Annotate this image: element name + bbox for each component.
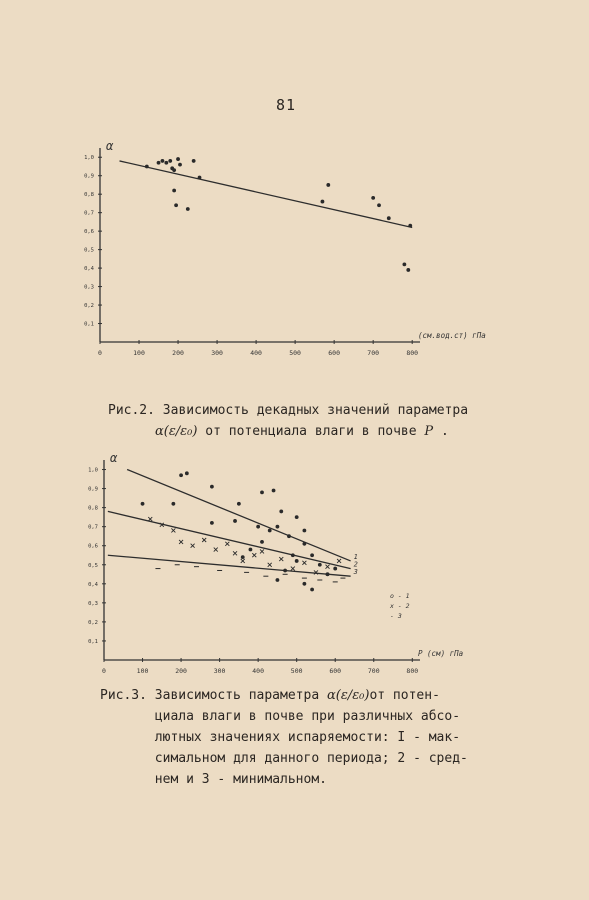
data-point	[164, 161, 168, 165]
x-tick-label: 700	[367, 349, 380, 357]
data-point-stroke	[225, 542, 229, 546]
y-tick-label: 0,4	[88, 581, 98, 588]
page-number: 81	[276, 96, 297, 114]
fig2-caption-symbol: P	[424, 424, 434, 439]
fig3-caption-line1b: от потен-	[369, 688, 440, 703]
y-tick-label: 0,8	[84, 192, 94, 199]
x-tick-label: 200	[172, 349, 184, 357]
data-point	[276, 525, 280, 529]
data-point-stroke	[202, 538, 206, 542]
x-tick-label: 300	[211, 349, 223, 357]
data-point	[171, 502, 175, 506]
data-point	[406, 268, 410, 272]
data-point	[321, 200, 325, 204]
data-point	[168, 159, 172, 163]
x-tick-label: 300	[213, 667, 226, 675]
data-point-stroke	[225, 542, 229, 546]
x-tick-label: 100	[133, 349, 145, 357]
fig3-caption-formula: α(ε/ε₀)	[326, 688, 370, 703]
data-point	[326, 183, 330, 187]
x-tick-label: 100	[136, 667, 149, 675]
data-point	[310, 588, 314, 592]
data-point	[249, 548, 253, 552]
data-point-stroke	[302, 561, 306, 565]
data-point-stroke	[314, 570, 318, 574]
data-point	[276, 578, 280, 582]
data-point	[402, 263, 406, 267]
data-point	[371, 196, 375, 200]
data-point	[179, 473, 183, 477]
y-tick-label: 0,5	[84, 247, 94, 254]
x-tick-label: 700	[367, 667, 380, 675]
y-axis-label: α	[110, 451, 118, 465]
x-tick-label: 0	[102, 667, 106, 675]
data-point	[160, 523, 164, 527]
x-tick-label: 800	[406, 667, 419, 675]
y-tick-label: 0,5	[88, 562, 98, 569]
data-point	[310, 553, 314, 557]
data-point	[260, 549, 264, 553]
data-point-stroke	[241, 559, 245, 563]
x-tick-label: 500	[290, 667, 303, 675]
data-point	[287, 534, 291, 538]
legend-entry: x - 2	[390, 602, 410, 610]
data-point	[295, 515, 299, 519]
data-point	[192, 159, 196, 163]
data-point	[337, 559, 341, 563]
fig3-caption-line3: лютных значениях испаряемости: I - мак-	[154, 730, 461, 745]
data-point	[314, 570, 318, 574]
data-point	[210, 521, 214, 525]
data-point-stroke	[268, 563, 272, 567]
data-point	[141, 502, 145, 506]
data-point	[283, 569, 287, 573]
fig2-caption-formula: α(ε/ε₀)	[154, 424, 198, 439]
regression-line	[108, 555, 351, 576]
data-point	[178, 163, 182, 167]
data-point	[279, 557, 283, 561]
figure-2-axes	[84, 139, 486, 357]
data-point-stroke	[279, 557, 283, 561]
fig3-caption-line5: нем и 3 - минимальном.	[154, 772, 327, 787]
legend-entry: - 3	[390, 612, 402, 620]
figure-2-caption	[108, 400, 468, 442]
figure-3-marks	[108, 470, 410, 620]
x-tick-label: 400	[250, 349, 262, 357]
data-point	[268, 529, 272, 533]
data-point-stroke	[171, 528, 175, 532]
data-point	[198, 176, 202, 180]
data-point-stroke	[241, 559, 245, 563]
fig3-caption-line2: циала влаги в почве при различных абсо-	[154, 709, 461, 724]
data-point-stroke	[214, 548, 218, 552]
x-tick-label: 600	[329, 667, 342, 675]
data-point	[387, 216, 391, 220]
y-tick-label: 0,7	[84, 210, 94, 217]
x-tick-label: 500	[289, 349, 301, 357]
regression-line-label: 1	[353, 552, 358, 561]
data-point	[260, 490, 264, 494]
data-point	[174, 203, 178, 207]
data-point	[170, 166, 174, 170]
x-tick-label: 800	[406, 349, 419, 357]
y-tick-label: 0,8	[88, 505, 98, 512]
data-point-stroke	[326, 565, 330, 569]
regression-line-label: 2	[353, 560, 358, 569]
data-point-stroke	[171, 528, 175, 532]
data-point-stroke	[252, 553, 256, 557]
data-point	[233, 519, 237, 523]
y-tick-label: 0,4	[84, 266, 94, 273]
data-point-stroke	[252, 553, 256, 557]
data-point-stroke	[291, 567, 295, 571]
data-point	[225, 542, 229, 546]
data-point	[241, 555, 245, 559]
legend-entry: o - 1	[390, 592, 410, 600]
y-tick-label: 0,2	[84, 303, 94, 310]
y-tick-label: 1,0	[88, 467, 98, 474]
data-point	[272, 489, 276, 493]
y-tick-label: 0,3	[84, 284, 94, 291]
data-point	[302, 529, 306, 533]
x-axis-label: (см.вод.ст) гПа	[418, 331, 486, 340]
data-point-stroke	[148, 517, 152, 521]
data-point	[241, 559, 245, 563]
figure-2-marks	[120, 157, 413, 272]
y-tick-label: 0,1	[84, 321, 94, 328]
regression-line-label: 3	[353, 568, 358, 577]
data-point	[172, 168, 176, 172]
data-point-stroke	[279, 557, 283, 561]
data-point	[171, 528, 175, 532]
data-point-stroke	[214, 548, 218, 552]
data-point-stroke	[233, 551, 237, 555]
x-tick-label: 400	[252, 667, 265, 675]
fig2-caption-end: .	[441, 424, 449, 439]
data-point	[318, 563, 322, 567]
y-tick-label: 0,6	[84, 229, 94, 236]
data-point	[326, 572, 330, 576]
x-tick-label: 200	[175, 667, 187, 675]
data-point	[302, 582, 306, 586]
data-point	[256, 525, 260, 529]
data-point	[179, 540, 183, 544]
data-point	[260, 540, 264, 544]
data-point	[268, 563, 272, 567]
data-point	[279, 510, 283, 514]
data-point-stroke	[202, 538, 206, 542]
data-point	[172, 189, 176, 193]
data-point	[145, 165, 149, 169]
data-point-stroke	[191, 544, 195, 548]
data-point	[214, 548, 218, 552]
data-point-stroke	[191, 544, 195, 548]
data-point-stroke	[179, 540, 183, 544]
data-point-stroke	[160, 523, 164, 527]
data-point	[202, 538, 206, 542]
x-axis-label: P (см) гПа	[418, 649, 464, 658]
fig3-caption-line1a: Рис.3. Зависимость параметра	[100, 688, 320, 703]
data-point	[326, 565, 330, 569]
data-point	[302, 561, 306, 565]
data-point	[161, 159, 165, 163]
data-point	[326, 572, 330, 576]
x-tick-label: 0	[98, 349, 102, 357]
data-point	[291, 567, 295, 571]
y-tick-label: 0,9	[88, 486, 98, 493]
data-point	[157, 161, 161, 165]
data-point	[237, 502, 241, 506]
data-point	[191, 544, 195, 548]
data-point-stroke	[302, 561, 306, 565]
regression-line	[127, 470, 351, 561]
data-point	[291, 553, 295, 557]
data-point-stroke	[148, 517, 152, 521]
data-point	[233, 551, 237, 555]
data-point-stroke	[337, 559, 341, 563]
y-tick-label: 0,9	[84, 173, 94, 180]
data-point-stroke	[260, 549, 264, 553]
data-point	[186, 207, 190, 211]
data-point-stroke	[337, 559, 341, 563]
data-point	[185, 471, 189, 475]
data-point	[252, 553, 256, 557]
data-point	[302, 542, 306, 546]
y-axis-label: α	[106, 139, 114, 153]
data-point	[148, 517, 152, 521]
fig2-caption-line2: от потенциала влаги в почве	[205, 424, 417, 439]
data-point-stroke	[179, 540, 183, 544]
y-tick-label: 0,6	[88, 543, 98, 550]
regression-line	[120, 161, 413, 228]
data-point-stroke	[160, 523, 164, 527]
figure-3-caption	[100, 685, 468, 790]
data-point-stroke	[268, 563, 272, 567]
data-point-stroke	[326, 565, 330, 569]
data-point-stroke	[260, 549, 264, 553]
data-point	[333, 567, 337, 571]
data-point	[295, 559, 299, 563]
data-point	[176, 157, 180, 161]
data-point-stroke	[314, 570, 318, 574]
fig3-caption-line4: симальном для данного периода; 2 - сред-	[154, 751, 468, 766]
data-point-stroke	[291, 567, 295, 571]
y-tick-label: 0,7	[88, 524, 98, 531]
data-point-stroke	[233, 551, 237, 555]
data-point	[377, 203, 381, 207]
x-tick-label: 600	[328, 349, 341, 357]
y-tick-label: 1,0	[84, 155, 94, 162]
fig2-caption-line1: Рис.2. Зависимость декадных значений параметра	[108, 403, 469, 418]
data-point	[408, 224, 412, 228]
y-tick-label: 0,1	[88, 638, 98, 645]
y-tick-label: 0,3	[88, 600, 98, 607]
data-point	[210, 485, 214, 489]
figure-3-axes	[88, 451, 463, 675]
y-tick-label: 0,2	[88, 619, 98, 626]
regression-line	[108, 511, 351, 568]
